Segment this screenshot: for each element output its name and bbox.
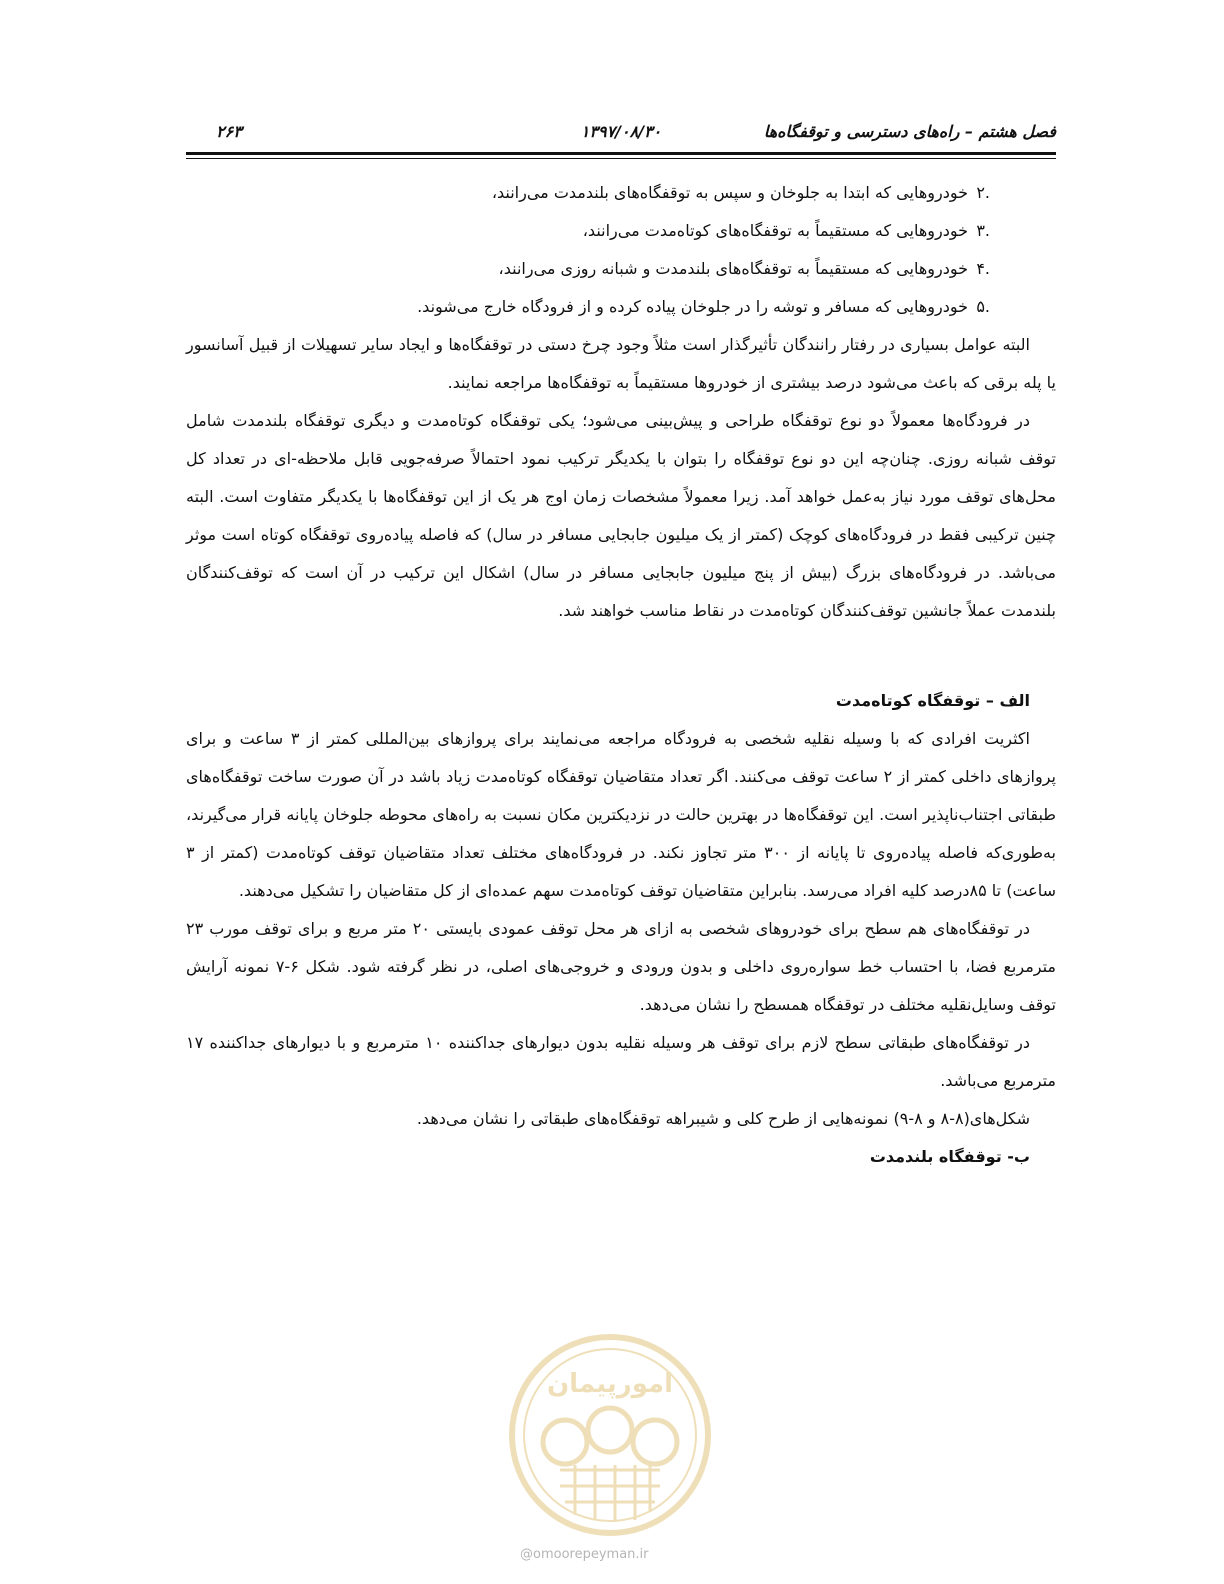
list-item-text: خودروهایی که مستقیماً به توقفگاه‌های بلندمدت و شبانه روزی می‌رانند، — [498, 259, 968, 278]
section-title-short-term: الف – توقفگاه کوتاه‌مدت — [835, 691, 1030, 710]
page-header — [186, 118, 1056, 148]
section-title-long-term: ب- توقفگاه بلندمدت — [869, 1147, 1030, 1166]
list-item-text: خودروهایی که مستقیماً به توقفگاه‌های کوتاه‌مدت می‌رانند، — [582, 221, 968, 240]
paragraph-multistory-parking: در توقفگاه‌های طبقاتی سطح لازم برای توقف هر وسیله نقلیه بدون دیوارهای جداکننده ۱۰ مترمربع و با دیوارهای جداکننده ۱۷ مترمربع می‌باشد. — [186, 1033, 1056, 1090]
page-body — [186, 174, 1056, 1176]
watermark-brand: امورپیمان — [546, 1369, 674, 1399]
list-item-number: .۳ — [976, 221, 990, 240]
list-item-number: .۲ — [976, 183, 990, 202]
list-item-number: .۵ — [976, 297, 990, 316]
list-item — [186, 250, 1056, 288]
list-item — [186, 174, 1056, 212]
header-date: ۱۳۹۷/۰۸/۳۰ — [580, 122, 662, 141]
paragraph-figure-reference: شکل‌های(۸-۸ و ۸-۹) نمونه‌هایی از طرح کلی و شیبراهه توقفگاه‌های طبقاتی را نشان می‌دهد. — [416, 1109, 1030, 1128]
list-item-number: .۴ — [976, 259, 990, 278]
paragraph-parking-types: در فرودگاه‌ها معمولاً دو نوع توقفگاه طراحی و پیش‌بینی می‌شود؛ یکی توقفگاه کوتاه‌مدت و دیگری توقفگاه بلندمدت شامل توقف شبانه روزی. چنان‌چه این دو نوع توقفگاه را بتوان با یکدیگر ترکیب نمود احتمالاً صرفه‌جویی قابل ملاحظه-ای در تعداد کل محل‌های توقف مورد نیاز به‌عمل خواهد آمد. زیرا معمولاً مشخصات زمان اوج هر یک از این توقفگاه‌ها با یکدیگر متفاوت است. البته چنین ترکیبی فقط در فرودگاه‌های کوچک (کمتر از یک میلیون جابجایی مسافر در سال) که فاصله پیاده‌روی توقفگاه کوتاه است موثر می‌باشد. در فرودگاه‌های بزرگ (بیش از پنج میلیون جابجایی مسافر در سال) اشکال این ترکیب در آن است که توقف‌کنندگان بلندمدت عملاً جانشین توقف‌کنندگان کوتاه‌مدت در نقاط مناسب خواهند شد. — [186, 411, 1056, 620]
list-item-text: خودروهایی که مسافر و توشه را در جلوخان پیاده کرده و از فرودگاه خارج می‌شوند. — [417, 297, 968, 316]
list-item-text: خودروهایی که ابتدا به جلوخان و سپس به توقفگاه‌های بلندمدت می‌رانند، — [491, 183, 968, 202]
numbered-list — [186, 174, 1056, 326]
list-item — [186, 212, 1056, 250]
watermark-logo — [505, 1330, 715, 1540]
chapter-title: فصل هشتم – راه‌های دسترسی و توقفگاه‌ها — [763, 122, 1056, 141]
paragraph-short-term: اکثریت افرادی که با وسیله نقلیه شخصی به فرودگاه مراجعه می‌نمایند برای پروازهای بین‌المللی کمتر از ۳ ساعت و برای پروازهای داخلی کمتر از ۲ ساعت توقف می‌کنند. اگر تعداد متقاضیان توقفگاه کوتاه‌مدت زیاد باشد در آن صورت ساخت توقفگاه‌های طبقاتی اجتناب‌ناپذیر است. این توقفگاه‌ها در بهترین حالت در نزدیکترین مکان نسبت به راه‌های محوطه جلوخان پایانه قرار می‌گیرند، به‌طوری‌که فاصله پیاده‌روی تا پایانه از ۳۰۰ متر تجاوز نکند. در فرودگاه‌های مختلف تعداد متقاضیان توقف کوتاه‌مدت (کمتر از ۳ ساعت) تا ۸۵درصد کلیه افراد می‌رسد. بنابراین متقاضیان توقف کوتاه‌مدت سهم عمده‌ای از کل متقاضیان را تشکیل می‌دهند. — [186, 729, 1057, 900]
header-rule-thick — [186, 152, 1056, 155]
list-item — [186, 288, 1056, 326]
header-rule-thin — [186, 158, 1056, 159]
paragraph-surface-parking: در توقفگاه‌های هم سطح برای خودروهای شخصی به ازای هر محل توقف عمودی بایستی ۲۰ متر مربع و برای توقف مورب ۲۳ مترمربع فضا، با احتساب خط سواره‌روی داخلی و بدون ورودی و خروجی‌های اصلی، در نظر گرفته شود. شکل ۶-۷ نمونه آرایش توقف وسایل‌نقلیه مختلف در توقفگاه همسطح را نشان می‌دهد. — [186, 919, 1056, 1014]
watermark-site: @omoorepeyman.ir — [520, 1547, 649, 1562]
paragraph-factors: البته عوامل بسیاری در رفتار رانندگان تأثیرگذار است مثلاً وجود چرخ دستی در توقفگاه‌ها و ایجاد سایر تسهیلات از قبیل آسانسور یا پله برقی که باعث می‌شود درصد بیشتری از خودروها مستقیماً به توقفگاه‌ها مراجعه نمایند. — [186, 335, 1056, 392]
page-number: ۲۶۳ — [216, 122, 242, 141]
